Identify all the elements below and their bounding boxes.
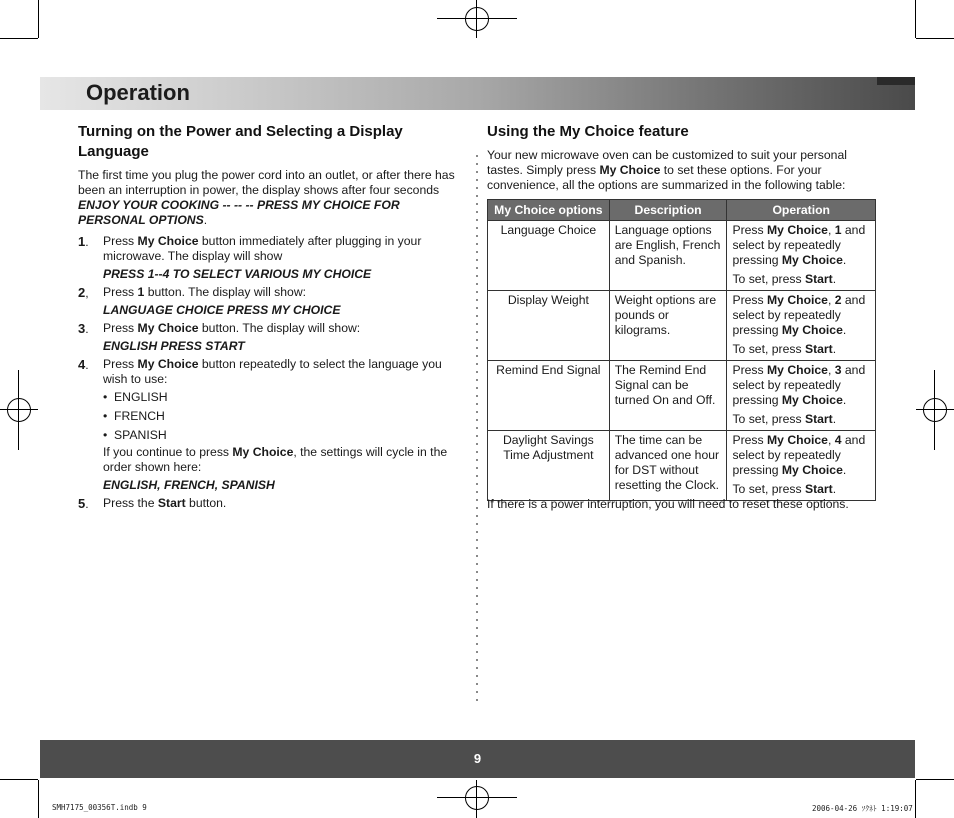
step-sep: . [85, 235, 89, 249]
header-tab [877, 77, 915, 85]
column-divider [476, 152, 478, 702]
options-table-wrap [487, 199, 876, 501]
cycle-bold: My Choice [232, 445, 294, 459]
description-cell: The Remind End Signal can be turned On and Off. [609, 361, 727, 431]
table-row [488, 221, 876, 291]
language-list [103, 390, 458, 447]
list-item: • ENGLISH [103, 390, 168, 404]
column-header: Operation [727, 200, 876, 221]
step-number: 1 [78, 234, 86, 249]
operation-cell: Press My Choice, 4 and select by repeatedly pressing My Choice. To set, press Start. [727, 431, 876, 501]
step-number: 2 [78, 285, 86, 300]
section-heading-my-choice: Using the My Choice feature [487, 123, 689, 140]
display-text: ENGLISH, FRENCH, SPANISH [103, 478, 275, 492]
options-table [487, 199, 876, 501]
crop-mark [0, 38, 38, 39]
step-text: button immediately after plugging in your microwave. The display will show [103, 234, 422, 263]
description-cell: Weight options are pounds or kilograms. [609, 291, 727, 361]
footnote: If there is a power interruption, you will need to reset these options. [487, 497, 849, 511]
display-text: ENGLISH PRESS START [103, 339, 245, 353]
crop-mark [915, 780, 916, 818]
my-choice-intro [487, 148, 872, 193]
option-cell: Display Weight [488, 291, 610, 361]
step-text: button. The display will show: [144, 285, 307, 299]
cycle-text: , the settings will cycle in the order shown here: [103, 445, 448, 474]
operation-cell: Press My Choice, 1 and select by repeatedly pressing My Choice. To set, press Start. [727, 221, 876, 291]
intro-text: to set these options. For your convenience, all the options are summarized in the following table: [487, 163, 846, 192]
intro-end: . [203, 213, 208, 227]
table-row [488, 291, 876, 361]
language-option: SPANISH [114, 428, 167, 442]
step-sep: . [85, 358, 89, 372]
display-text: LANGUAGE CHOICE PRESS MY CHOICE [103, 303, 341, 317]
intro-text: The first time you plug the power cord into an outlet, or after there has been an interruption in power, the display shows after four seconds [78, 168, 455, 197]
list-item: • SPANISH [103, 428, 167, 442]
page-title: Operation [86, 80, 190, 105]
section-heading-power: Turning on the Power and Selecting a Display Language [78, 123, 403, 160]
description-cell: The time can be advanced one hour for DST without resetting the Clock. [609, 431, 727, 501]
crop-mark [916, 38, 954, 39]
option-cell: Remind End Signal [488, 361, 610, 431]
step-sep: . [85, 497, 89, 511]
crop-mark [915, 0, 916, 38]
list-item: • FRENCH [103, 409, 165, 423]
language-option: ENGLISH [114, 390, 168, 404]
page-number: 9 [473, 751, 482, 766]
description-cell: Language options are English, French and Spanish. [609, 221, 727, 291]
step-text: Press [103, 285, 138, 299]
step-number: 3 [78, 321, 86, 336]
table-row [488, 431, 876, 501]
display-text: PRESS 1--4 TO SELECT VARIOUS MY CHOICE [103, 267, 372, 281]
intro-text: Your new microwave oven can be customized to suit your personal tastes. Simply press [487, 148, 847, 177]
step-text: button. [185, 496, 227, 510]
language-option: FRENCH [114, 409, 165, 423]
column-header: Description [609, 200, 727, 221]
intro-display-text: ENJOY YOUR COOKING -- -- -- PRESS MY CHOICE FOR PERSONAL OPTIONS [78, 198, 400, 227]
option-cell: Daylight Savings Time Adjustment [488, 431, 610, 501]
step-bold: My Choice [137, 357, 199, 371]
crop-mark [0, 779, 38, 780]
step-number: 4 [78, 357, 86, 372]
cycle-note [103, 445, 458, 475]
table-row [488, 361, 876, 431]
step-text: button repeatedly to select the language you wish to use: [103, 357, 442, 386]
table-header-row [488, 200, 876, 221]
step-bold: 1 [137, 285, 145, 299]
step-bold: My Choice [137, 321, 199, 335]
step-text: button. The display will show: [198, 321, 361, 335]
operation-cell: Press My Choice, 3 and select by repeatedly pressing My Choice. To set, press Start. [727, 361, 876, 431]
left-heading-block [78, 122, 458, 162]
step-sep: . [85, 322, 89, 336]
step-bold: Start [157, 496, 186, 510]
crop-mark [38, 0, 39, 38]
step-text: Press [103, 234, 138, 248]
cycle-text: If you continue to press [103, 445, 233, 459]
step-bold: My Choice [137, 234, 199, 248]
operation-cell: Press My Choice, 2 and select by repeatedly pressing My Choice. To set, press Start. [727, 291, 876, 361]
step-sep: , [85, 286, 89, 300]
crop-mark [916, 779, 954, 780]
right-heading-block [487, 122, 877, 142]
print-slug-right: 2006-04-26 ｿｸﾈﾄ 1:19:07 [812, 804, 913, 813]
step-text: Press [103, 321, 138, 335]
step-number: 5 [78, 496, 86, 511]
crop-mark [38, 780, 39, 818]
step-text: Press the [103, 496, 158, 510]
print-slug-left: SMH7175_00356T.indb 9 [52, 803, 147, 812]
option-cell: Language Choice [488, 221, 610, 291]
intro-bold: My Choice [599, 163, 661, 177]
column-header: My Choice options [488, 200, 610, 221]
intro-paragraph [78, 168, 458, 228]
step-text: Press [103, 357, 138, 371]
